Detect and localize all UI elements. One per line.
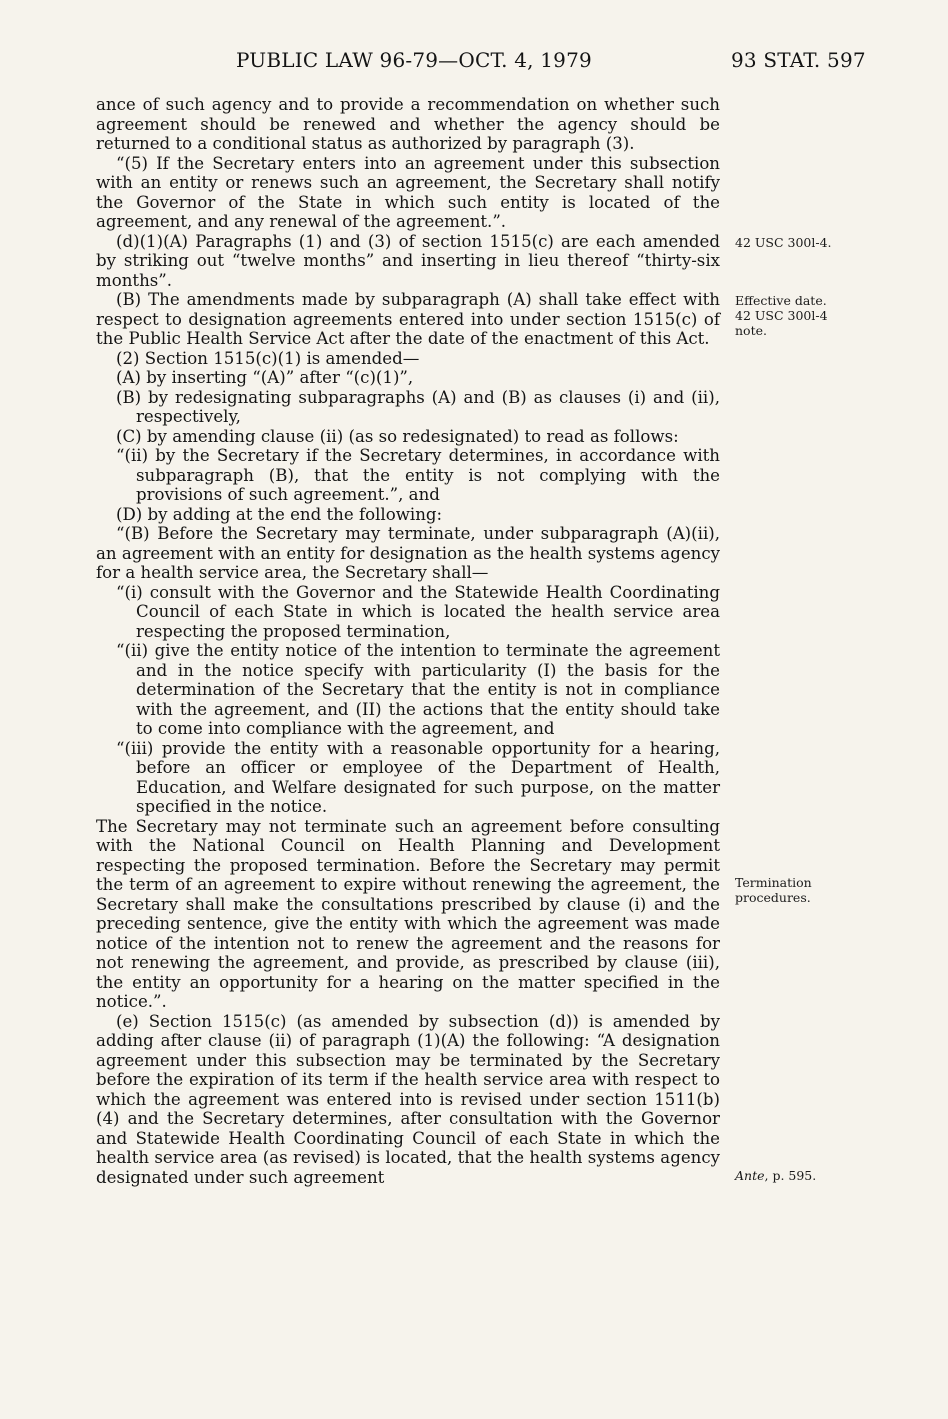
quoted-subparagraph-b: “(B) Before the Secretary may terminate, under subparagraph (A)(ii), an agreement with an entity for designation as the health systems agency for a health service area, the Secretary shall— — [96, 524, 720, 582]
margin-note-ante — [735, 1168, 816, 1183]
margin-note-ante-page: , p. 595. — [764, 1168, 817, 1183]
paragraph-d2: (2) Section 1515(c)(1) is amended— — [116, 348, 420, 368]
header-stat-citation: 93 STAT. 597 — [731, 48, 866, 72]
paragraph-5: “(5) If the Secretary enters into an agreement under this subsection with an entity or renews such an agreement, the Secretary shall notify the Governor of the State in which such entity is located of the agreement, and any renewal of the agreement.”. — [96, 153, 720, 231]
body-text — [96, 95, 720, 1187]
paragraph-d1b: (B) The amendments made by subparagraph (A) shall take effect with respect to designation agreements entered into under section 1515(c) of the Public Health Service Act after the date of the enactment of this Act. — [96, 290, 720, 348]
margin-note-effective-line2: 42 USC 300l-4 — [735, 308, 828, 323]
clause-a: (A) by inserting “(A)” after “(c)(1)”, — [116, 368, 414, 387]
margin-note-ante-italic: Ante — [735, 1168, 765, 1183]
paragraph-e: (e) Section 1515(c) (as amended by subsection (d)) is amended by adding after clause (ii) of paragraph (1)(A) the following: “A designation agreement under this subsection may be terminated by the Secretary before the expiration of its term if the health service area with respect to which the agreement was entered into is revised under section 1511(b)(4) and the Secretary determines, after consultation with the Governor and Statewide Health Coordinating Council of each State in which the health service area (as revised) is located, that the health systems agency designated under such agreement — [96, 1011, 720, 1187]
margin-note-effective-line3: note. — [735, 323, 767, 338]
clause-d: (D) by adding at the end the following: — [116, 504, 443, 524]
quoted-clause-i: “(i) consult with the Governor and the Statewide Health Coordinating Council of each State in which is located the health service area respecting the proposed termination, — [116, 582, 720, 641]
termination-paragraph: The Secretary may not terminate such an agreement before consulting with the National Council on Health Planning and Development respecting the proposed termination. Before the Secretary may permit the term of an agreement to expire without renewing the agreement, the Secretary shall make the consultations prescribed by clause (i) and the preceding sentence, give the entity with which the agreement was made notice of the intention not to renew the agreement and the reasons for not renewing the agreement, and provide, as prescribed by clause (iii), the entity an opportunity for a hearing on the matter specified in the notice.”. — [96, 816, 720, 1011]
quoted-clause-ii: “(ii) by the Secretary if the Secretary determines, in accordance with subparagraph (B), that the entity is not complying with the provisions of such agreement.”, and — [116, 446, 720, 504]
paragraph-d1a: (d)(1)(A) Paragraphs (1) and (3) of section 1515(c) are each amended by striking out “twelve months” and inserting in lieu thereof “thirty-six months”. — [96, 231, 720, 290]
header-title: PUBLIC LAW 96-79—OCT. 4, 1979 — [236, 48, 592, 72]
margin-note-termination-line1: Termination — [735, 875, 812, 890]
paragraph-continuation: ance of such agency and to provide a recommendation on whether such agreement should be renewed and whether the agency should be returned to a conditional status as authorized by paragraph (3). — [96, 95, 720, 153]
clause-b: (B) by redesignating subparagraphs (A) and (B) as clauses (i) and (ii), respectively, — [116, 387, 720, 426]
margin-note-termination-line2: procedures. — [735, 890, 811, 905]
page-header — [0, 48, 948, 80]
margin-note-usc-text: 42 USC 300l-4. — [735, 235, 832, 250]
clause-c: (C) by amending clause (ii) (as so redesignated) to read as follows: — [116, 426, 679, 446]
margin-note-effective-date — [735, 293, 828, 338]
margin-note-effective-line1: Effective date. — [735, 293, 827, 308]
margin-note-termination — [735, 875, 812, 905]
quoted-clause-ii-notice: “(ii) give the entity notice of the intention to terminate the agreement and in the notice specify with particularity (I) the basis for the determination of the Secretary that the entity is not in compliance with the agreement, and (II) the actions that the entity should take to come into compliance with the agreement, and — [116, 641, 720, 738]
quoted-clause-iii: “(iii) provide the entity with a reasonable opportunity for a hearing, before an officer or employee of the Department of Health, Education, and Welfare designated for such purpose, on the matter specified in the notice. — [116, 738, 720, 816]
margin-note-usc — [735, 235, 832, 250]
